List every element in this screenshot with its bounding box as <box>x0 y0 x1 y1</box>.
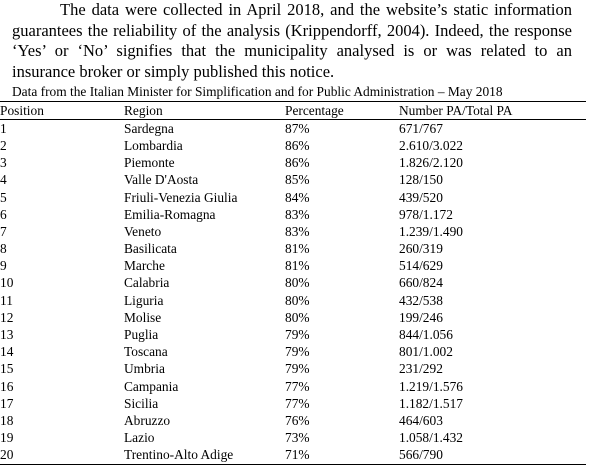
cell-number-pa: 660/824 <box>399 275 443 291</box>
cell-position: 12 <box>0 309 14 325</box>
cell-region: Friuli-Venezia Giulia <box>124 189 238 205</box>
cell-percentage: 80% <box>285 292 310 308</box>
cell-region: Sicilia <box>124 395 159 411</box>
cell-percentage: 81% <box>285 258 310 274</box>
cell-percentage: 73% <box>285 430 310 446</box>
cell-number-pa: 671/767 <box>399 120 443 136</box>
cell-region: Emilia-Romagna <box>124 206 216 222</box>
cell-number-pa: 1.219/1.576 <box>399 378 463 394</box>
table-row <box>0 326 586 343</box>
cell-region: Campania <box>124 378 179 394</box>
cell-region: Umbria <box>124 361 165 377</box>
cell-percentage: 87% <box>285 120 310 136</box>
cell-number-pa: 2.610/3.022 <box>399 137 463 153</box>
table-row <box>0 395 586 412</box>
cell-region: Toscana <box>124 344 168 360</box>
cell-percentage: 83% <box>285 223 310 239</box>
table-header-row <box>0 102 586 120</box>
cell-position: 4 <box>0 172 7 188</box>
cell-number-pa: 801/1.002 <box>399 344 453 360</box>
cell-percentage: 86% <box>285 137 310 153</box>
cell-region: Sardegna <box>124 120 174 136</box>
header-percentage: Percentage <box>285 102 399 120</box>
cell-position: 17 <box>0 395 14 411</box>
cell-percentage: 84% <box>285 189 310 205</box>
cell-region: Piemonte <box>124 155 175 171</box>
body-paragraph: The data were collected in April 2018, and the website’s static information guarantees the reliability of the analysis (Krippendorff, 2004). Indeed, the response ‘Yes’ or ‘No’ signifies that the municipality analysed is or was related to an insurance broker or simply published this notice. <box>12 0 572 81</box>
cell-position: 18 <box>0 412 14 428</box>
table-row <box>0 155 586 172</box>
table-body <box>0 120 586 465</box>
cell-region: Lazio <box>124 430 155 446</box>
cell-position: 13 <box>0 327 14 343</box>
cell-region: Veneto <box>124 223 162 239</box>
cell-position: 10 <box>0 275 14 291</box>
cell-percentage: 81% <box>285 241 310 257</box>
cell-region: Molise <box>124 309 162 325</box>
table-row <box>0 361 586 378</box>
cell-number-pa: 260/319 <box>399 241 443 257</box>
cell-position: 1 <box>0 120 7 136</box>
cell-number-pa: 128/150 <box>399 172 443 188</box>
cell-percentage: 80% <box>285 309 310 325</box>
cell-percentage: 86% <box>285 155 310 171</box>
table-row <box>0 309 586 326</box>
cell-number-pa: 1.182/1.517 <box>399 395 463 411</box>
table-row <box>0 275 586 292</box>
cell-region: Liguria <box>124 292 164 308</box>
table-row <box>0 447 586 465</box>
table-row <box>0 258 586 275</box>
region-table <box>0 101 586 465</box>
cell-position: 20 <box>0 447 124 465</box>
cell-position: 19 <box>0 430 14 446</box>
cell-number-pa: 566/790 <box>399 447 586 465</box>
cell-region: Calabria <box>124 275 170 291</box>
cell-number-pa: 199/246 <box>399 309 443 325</box>
table-row <box>0 137 586 154</box>
cell-position: 2 <box>0 137 7 153</box>
table-row <box>0 206 586 223</box>
cell-percentage: 77% <box>285 395 310 411</box>
header-number-pa: Number PA/Total PA <box>399 102 586 120</box>
cell-percentage: 83% <box>285 206 310 222</box>
cell-percentage: 80% <box>285 275 310 291</box>
cell-region: Basilicata <box>124 241 177 257</box>
cell-position: 5 <box>0 189 7 205</box>
table-row <box>0 120 586 138</box>
cell-region: Lombardia <box>124 137 183 153</box>
table-row <box>0 378 586 395</box>
cell-position: 7 <box>0 223 7 239</box>
cell-number-pa: 514/629 <box>399 258 443 274</box>
cell-region: Abruzzo <box>124 412 171 428</box>
cell-region: Puglia <box>124 327 159 343</box>
table-row <box>0 189 586 206</box>
cell-number-pa: 844/1.056 <box>399 327 453 343</box>
table-row <box>0 292 586 309</box>
cell-number-pa: 439/520 <box>399 189 443 205</box>
cell-percentage: 76% <box>285 412 310 428</box>
table-caption: Data from the Italian Minister for Simplification and for Public Administration – May 2018 <box>12 84 503 99</box>
table-row <box>0 344 586 361</box>
cell-position: 16 <box>0 378 14 394</box>
cell-percentage: 79% <box>285 327 310 343</box>
header-region: Region <box>124 102 285 120</box>
table-row <box>0 412 586 429</box>
cell-position: 14 <box>0 344 14 360</box>
cell-percentage: 71% <box>285 447 399 465</box>
cell-number-pa: 1.239/1.490 <box>399 223 463 239</box>
header-position: Position <box>0 102 124 120</box>
table-row <box>0 241 586 258</box>
cell-number-pa: 1.826/2.120 <box>399 155 463 171</box>
cell-position: 9 <box>0 258 7 274</box>
cell-position: 11 <box>0 292 13 308</box>
cell-number-pa: 978/1.172 <box>399 206 453 222</box>
cell-position: 6 <box>0 206 7 222</box>
cell-percentage: 77% <box>285 378 310 394</box>
cell-region: Trentino-Alto Adige <box>124 447 285 465</box>
cell-region: Marche <box>124 258 165 274</box>
cell-position: 8 <box>0 241 7 257</box>
table-row <box>0 172 586 189</box>
table-row <box>0 223 586 240</box>
cell-percentage: 79% <box>285 361 310 377</box>
cell-percentage: 85% <box>285 172 310 188</box>
cell-position: 3 <box>0 155 7 171</box>
cell-number-pa: 231/292 <box>399 361 443 377</box>
cell-position: 15 <box>0 361 14 377</box>
cell-percentage: 79% <box>285 344 310 360</box>
cell-number-pa: 432/538 <box>399 292 443 308</box>
cell-number-pa: 1.058/1.432 <box>399 430 463 446</box>
table-row <box>0 430 586 447</box>
cell-region: Valle D'Aosta <box>124 172 199 188</box>
cell-number-pa: 464/603 <box>399 412 443 428</box>
